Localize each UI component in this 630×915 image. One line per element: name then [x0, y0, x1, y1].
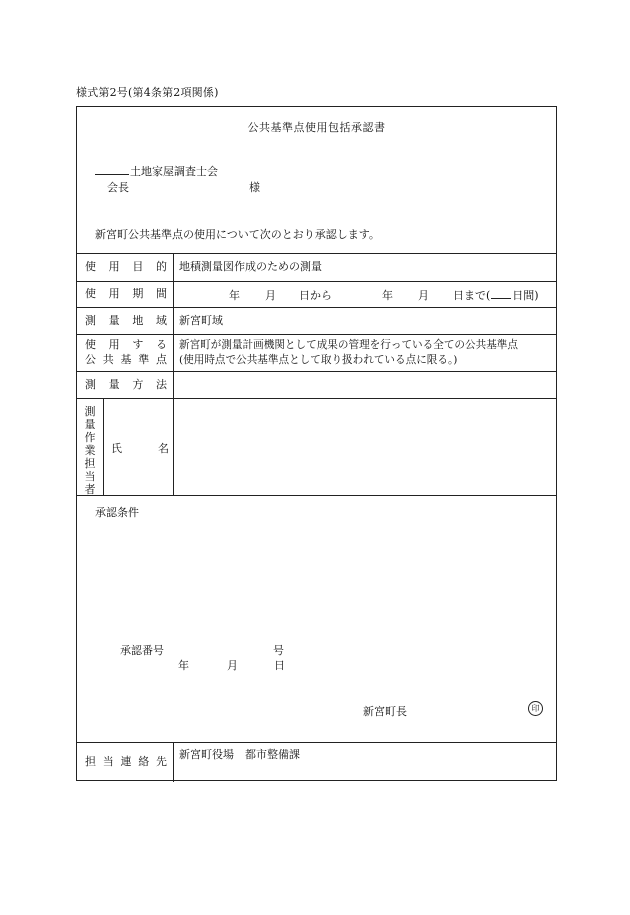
row-divider [77, 495, 556, 496]
period-year-2: 年 [382, 289, 393, 302]
staff-vertical-char: 担 [84, 457, 96, 470]
area-label: 測量地域 [85, 314, 167, 327]
column-divider [173, 742, 174, 782]
staff-vertical-char: 業 [84, 444, 96, 457]
points-value-line2: (使用時点で公共基準点として取り扱われている点に限る。) [179, 354, 458, 366]
addressee-honorific: 様 [249, 181, 260, 194]
intro-text: 新宮町公共基準点の使用について次のとおり承認します。 [95, 228, 380, 241]
conditions-label: 承認条件 [95, 506, 139, 519]
row-divider [77, 371, 556, 372]
purpose-label: 使用目的 [85, 260, 167, 273]
purpose-value: 地積測量図作成のための測量 [179, 260, 322, 273]
document-title: 公共基準点使用包括承認書 [247, 121, 386, 134]
approval-date-month: 月 [227, 659, 238, 672]
period-year-1: 年 [229, 289, 240, 302]
row-divider [77, 398, 556, 399]
addressee-org-line [95, 163, 218, 179]
contact-label: 担当連絡先 [85, 755, 167, 768]
period-month-2: 月 [418, 289, 429, 302]
staff-vertical-char: 量 [84, 418, 96, 431]
name-label-second: 名 [158, 442, 169, 455]
row-divider [77, 253, 556, 254]
seal-mark: 印 [528, 701, 543, 716]
staff-vertical-char: 当 [84, 470, 96, 483]
period-days: 日間) [512, 289, 539, 302]
addressee-role: 会長 [107, 181, 129, 194]
staff-vertical-char: 測 [84, 405, 96, 418]
approval-number-label: 承認番号 [120, 644, 164, 657]
row-divider [77, 281, 556, 282]
row-divider [77, 334, 556, 335]
row-divider [77, 307, 556, 308]
staff-vertical-label [83, 405, 97, 496]
period-day-until-line [453, 287, 539, 303]
points-value-line1: 新宮町が測量計画機関として成果の管理を行っている全ての公共基準点 [179, 339, 518, 351]
period-day-until: 日まで( [453, 289, 491, 302]
period-day-from: 日から [299, 289, 332, 302]
name-label-first: 氏 [111, 442, 122, 455]
points-label-line2: 公共基準点 [85, 353, 167, 366]
period-days-blank [491, 288, 511, 299]
staff-vertical-char: 者 [84, 483, 96, 496]
period-label: 使用期間 [85, 287, 167, 300]
row-divider [77, 742, 556, 743]
staff-vertical-char: 作 [84, 431, 96, 444]
addressee-blank [95, 164, 129, 175]
column-divider [173, 253, 174, 495]
area-value: 新宮町域 [179, 314, 223, 327]
signer-title: 新宮町長 [363, 705, 407, 718]
column-divider [103, 398, 104, 495]
period-month-1: 月 [265, 289, 276, 302]
approval-date-day: 日 [274, 659, 285, 672]
approval-number-suffix: 号 [273, 644, 284, 657]
contact-value: 新宮町役場 都市整備課 [179, 748, 300, 761]
form-number-label: 様式第2号(第4条第2項関係) [76, 86, 219, 99]
method-label: 測量方法 [85, 378, 167, 391]
addressee-org: 土地家屋調査士会 [130, 165, 218, 178]
approval-date-year: 年 [178, 659, 189, 672]
points-label-line1: 使用する [85, 338, 167, 351]
approval-form [76, 106, 557, 781]
